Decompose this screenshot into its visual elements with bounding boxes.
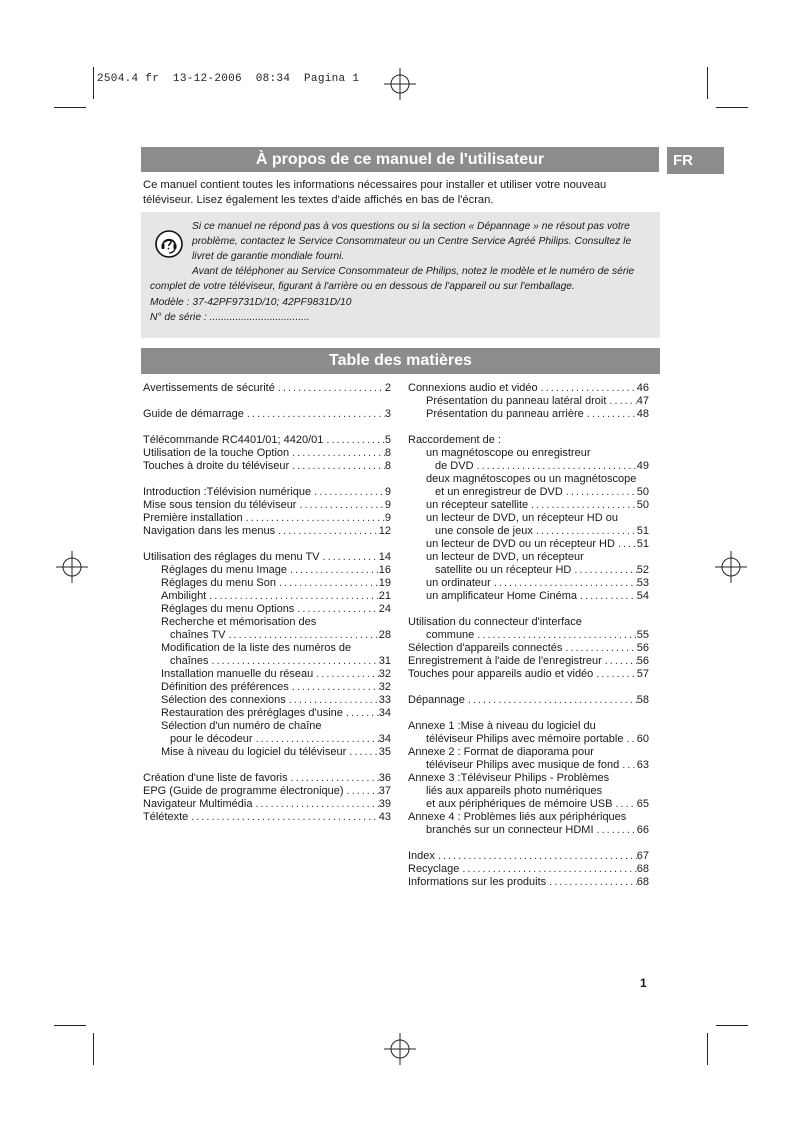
toc-entry[interactable]: Sélection d'appareils connectés ..... 56	[408, 642, 649, 655]
toc-entry[interactable]: Avertissements de sécurité ..... 2	[143, 382, 391, 395]
help-note-text: Si ce manuel ne répond pas à vos questions ou si la section « Dépannage » ne résout pas votre problème, contactez le Service Consommateur ou un Centre Service Agréé Philips. Consultez le livret de garantie mondiale fourni. Avant de téléphoner au Service Consommateur de Philips, notez le modèle et le numéro de série complet de votre téléviseur, figurant à l'arrière ou en dessous de l'appareil ou sur l'emballage.	[150, 221, 635, 293]
toc-entry[interactable]: Index ..... 67	[408, 850, 649, 863]
toc-entry[interactable]: commune ..... 55	[408, 629, 649, 642]
serial-number: N° de série : ...................................	[150, 312, 310, 324]
page-title: À propos de ce manuel de l'utilisateur	[141, 147, 659, 172]
intro-paragraph: Ce manuel contient toutes les informations nécessaires pour installer et utiliser votre nouveau téléviseur. Lisez également les textes d'aide affichés en bas de l'écran.	[143, 179, 607, 206]
toc-entry[interactable]: Définition des préférences ..... 32	[143, 681, 391, 694]
toc-entry[interactable]: Touches pour appareils audio et vidéo ..... 57	[408, 668, 649, 681]
toc-entry[interactable]: Réglages du menu Son ..... 19	[143, 577, 391, 590]
toc-entry[interactable]: Dépannage ..... 58	[408, 694, 649, 707]
toc-right-column	[408, 382, 649, 889]
page-number: 1	[640, 976, 647, 990]
toc-entry[interactable]: Restauration des préréglages d'usine ..... 34	[143, 707, 391, 720]
toc-entry[interactable]: EPG (Guide de programme électronique) ..... 37	[143, 785, 391, 798]
toc-entry[interactable]: Mise à niveau du logiciel du téléviseur ..... 35	[143, 746, 391, 759]
toc-entry[interactable]: Utilisation du connecteur d'interface	[408, 616, 582, 628]
toc-entry[interactable]: Réglages du menu Image ..... 16	[143, 564, 391, 577]
model-number: Modèle : 37-42PF9731D/10; 42PF9831D/10	[150, 297, 352, 308]
crop-mark	[54, 1025, 86, 1026]
registration-mark-icon	[715, 551, 747, 583]
registration-mark-icon	[56, 551, 88, 583]
toc-entry[interactable]: Télécommande RC4401/01; 4420/01 ..... 5	[143, 434, 391, 447]
toc-entry[interactable]: Utilisation de la touche Option ..... 8	[143, 447, 391, 460]
toc-entry[interactable]: Modification de la liste des numéros de	[161, 642, 352, 654]
toc-entry[interactable]: Enregistrement à l'aide de l'enregistreur ..... 56	[408, 655, 649, 668]
toc-entry[interactable]: pour le décodeur ..... 34	[143, 733, 391, 746]
toc-entry[interactable]: Utilisation des réglages du menu TV ..... 14	[143, 551, 391, 564]
toc-entry[interactable]: Présentation du panneau arrière ..... 48	[408, 408, 649, 421]
toc-entry[interactable]: un récepteur satellite ..... 50	[408, 499, 649, 512]
toc-entry[interactable]: de DVD ..... 49	[408, 460, 649, 473]
toc-entry[interactable]: Touches à droite du téléviseur ..... 8	[143, 460, 391, 473]
model-serial-info	[150, 295, 650, 325]
toc-entry[interactable]: Recherche et mémorisation des	[161, 616, 317, 628]
toc-entry[interactable]: chaînes TV ..... 28	[143, 629, 391, 642]
toc-entry[interactable]: liés aux appareils photo numériques	[426, 785, 603, 797]
toc-title: Table des matières	[141, 348, 660, 374]
toc-entry[interactable]: Guide de démarrage ..... 3	[143, 408, 391, 421]
crop-mark	[93, 67, 94, 99]
toc-entry[interactable]: satellite ou un récepteur HD ..... 52	[408, 564, 649, 577]
language-badge: FR	[667, 147, 724, 174]
toc-entry[interactable]: et un enregistreur de DVD ..... 50	[408, 486, 649, 499]
toc-entry[interactable]: branchés sur un connecteur HDMI ..... 66	[408, 824, 649, 837]
toc-entry[interactable]: téléviseur Philips avec musique de fond ..... 63	[408, 759, 649, 772]
toc-entry[interactable]: un amplificateur Home Cinéma ..... 54	[408, 590, 649, 603]
registration-mark-icon	[384, 68, 416, 100]
toc-entry[interactable]: un magnétoscope ou enregistreur	[426, 447, 591, 459]
toc-entry[interactable]: Télétexte ..... 43	[143, 811, 391, 824]
toc-entry[interactable]: un lecteur de DVD ou un récepteur HD ..... 51	[408, 538, 649, 551]
toc-entry[interactable]: un ordinateur ..... 53	[408, 577, 649, 590]
toc-entry[interactable]: Annexe 3 :Téléviseur Philips - Problèmes	[408, 772, 610, 784]
toc-entry[interactable]: Introduction :Télévision numérique ..... 9	[143, 486, 391, 499]
toc-entry[interactable]: Mise sous tension du téléviseur ..... 9	[143, 499, 391, 512]
toc-entry[interactable]: Annexe 2 : Format de diaporama pour	[408, 746, 594, 758]
toc-entry[interactable]: Recyclage ..... 68	[408, 863, 649, 876]
toc-entry[interactable]: Raccordement de :	[408, 434, 501, 446]
toc-entry[interactable]: Réglages du menu Options ..... 24	[143, 603, 391, 616]
toc-entry[interactable]: Annexe 1 :Mise à niveau du logiciel du	[408, 720, 596, 732]
printer-slug: 2504.4 fr 13-12-2006 08:34 Pagina 1	[97, 73, 360, 85]
crop-mark	[54, 107, 86, 108]
crop-mark	[716, 107, 748, 108]
toc-entry[interactable]: Création d'une liste de favoris ..... 36	[143, 772, 391, 785]
toc-entry[interactable]: Ambilight ..... 21	[143, 590, 391, 603]
toc-entry[interactable]: Sélection d'un numéro de chaîne	[161, 720, 322, 732]
toc-entry[interactable]: un lecteur de DVD, un récepteur	[426, 551, 584, 563]
toc-entry[interactable]: Navigation dans les menus ..... 12	[143, 525, 391, 538]
toc-entry[interactable]: Annexe 4 : Problèmes liés aux périphériques	[408, 811, 627, 823]
toc-entry[interactable]: un lecteur de DVD, un récepteur HD ou	[426, 512, 618, 524]
toc-left-column	[143, 382, 391, 824]
crop-mark	[707, 67, 708, 99]
toc-entry[interactable]: une console de jeux ..... 51	[408, 525, 649, 538]
toc-entry[interactable]: Informations sur les produits ..... 68	[408, 876, 649, 889]
toc-entry[interactable]: et aux périphériques de mémoire USB ..... 65	[408, 798, 649, 811]
registration-mark-icon	[384, 1033, 416, 1065]
crop-mark	[93, 1033, 94, 1065]
crop-mark	[707, 1033, 708, 1065]
toc-entry[interactable]: Connexions audio et vidéo ..... 46	[408, 382, 649, 395]
crop-mark	[716, 1025, 748, 1026]
toc-entry[interactable]: téléviseur Philips avec mémoire portable ..... 60	[408, 733, 649, 746]
toc-entry[interactable]: Sélection des connexions ..... 33	[143, 694, 391, 707]
toc-entry[interactable]: Navigateur Multimédia ..... 39	[143, 798, 391, 811]
toc-entry[interactable]: chaînes ..... 31	[143, 655, 391, 668]
toc-entry[interactable]: deux magnétoscopes ou un magnétoscope	[426, 473, 637, 485]
toc-entry[interactable]: Installation manuelle du réseau ..... 32	[143, 668, 391, 681]
toc-entry[interactable]: Présentation du panneau latéral droit ..... 47	[408, 395, 649, 408]
toc-entry[interactable]: Première installation ..... 9	[143, 512, 391, 525]
